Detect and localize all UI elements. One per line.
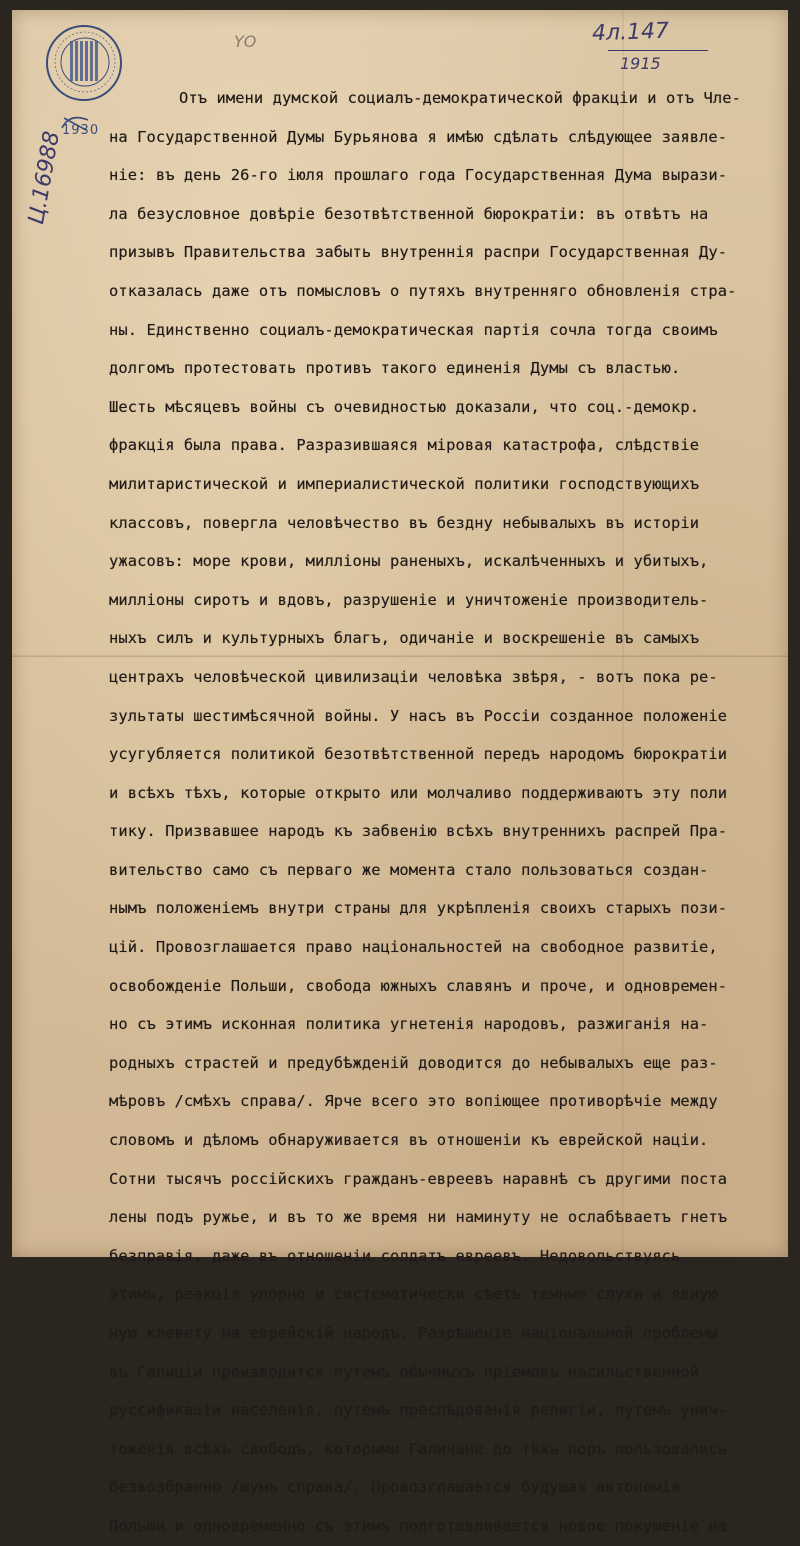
text-line: тоженія всѣхъ свободъ, которыми Галичане до тѣхъ поръ пользовались	[109, 1439, 728, 1458]
text-line: ны. Единственно социалъ-демократическая партія сочла тогда своимъ	[109, 320, 718, 339]
text-line: милліоны сиротъ и вдовъ, разрушеніе и уничтоженіе производитель-	[109, 590, 709, 609]
text-line: усугубляется политикой безотвѣтственной передъ народомъ бюрократіи	[109, 745, 728, 764]
stamp-building-icon	[70, 41, 100, 81]
text-line: Шесть мѣсяцевъ войны съ очевидностью доказали, что соц.-демокр.	[109, 397, 700, 416]
text-line: въ Галиціи производится путемъ обычныхъ пріемовъ насильственной	[109, 1362, 700, 1381]
archive-year: 1915	[620, 54, 661, 73]
text-line: но съ этимъ исконная политика угнетенія народовъ, разжиганія на-	[109, 1015, 709, 1034]
text-line: тику. Призвавшее народъ къ забвенію всѣхъ внутреннихъ распрей Пра-	[109, 822, 728, 841]
text-line: нымъ положеніемъ внутри страны для укрѣпленія своихъ старыхъ пози-	[109, 899, 728, 918]
text-line: фракція была права. Разразившаяся міровая катастрофа, слѣдствіе	[109, 436, 700, 455]
text-line: Отъ имени думской социалъ-демократической фракціи и отъ Чле-	[179, 89, 741, 107]
text-line: Польши и одновременно съ этимъ подготавливается новое покушеніе на	[109, 1516, 728, 1535]
text-line: руссификаціи населенія, путемъ преслѣдованія религіи, путемъ унич-	[109, 1401, 728, 1420]
text-line: зультаты шестимѣсячной войны. У насъ въ Россіи созданное положеніе	[109, 706, 728, 725]
pencil-mark: ΥΟ	[234, 32, 257, 51]
text-line: классовъ, повергла человѣчество въ бездну небывалыхъ въ исторіи	[109, 513, 700, 532]
text-line: лены подъ ружье, и въ то же время ни наминуту не ослабѣваетъ гнетъ	[109, 1208, 728, 1227]
text-line: призывъ Правительства забыть внутреннія распри Государственная Ду-	[109, 243, 728, 262]
inventory-number: Ц.16988	[24, 129, 65, 227]
archive-number: 4л.147	[591, 18, 670, 47]
text-line: ную клевету на еврейскій народъ. Разрѣшеніе національной проблемы	[109, 1324, 718, 1342]
document-sheet	[12, 10, 788, 1535]
text-line: этимъ, реакція упорно и систематически сѣетъ темные слухи и явную	[109, 1285, 718, 1304]
text-line: освобожденіе Польши, свобода южныхъ славянъ и проче, и одновремен-	[109, 976, 728, 995]
text-line: и всѣхъ тѣхъ, которые открыто или молчаливо поддерживаютъ эту поли	[109, 783, 728, 802]
text-line: ла безусловное довѣріе безотвѣтственной бюрократіи: въ отвѣтъ на	[109, 204, 709, 223]
text-line: словомъ и дѣломъ обнаруживается въ отношеніи къ еврейской націи.	[109, 1131, 709, 1150]
text-line: Сотни тысячъ россійскихъ гражданъ-евреевъ наравнѣ съ другими поста	[109, 1169, 728, 1188]
stamp-number: 1930	[62, 123, 100, 138]
text-line: родныхъ страстей и предубѣжденій доводится до небывалыхъ еще раз-	[109, 1053, 718, 1072]
text-line: цій. Провозглашается право національностей на свободное развитіе,	[109, 938, 718, 957]
text-line: центрахъ человѣческой цивилизаціи человѣка звѣря, - вотъ пока ре-	[109, 667, 718, 686]
text-line: ніе: въ день 26-го іюля прошлаго года Государственная Дума вырази-	[109, 166, 728, 185]
typed-text-body	[109, 79, 789, 1546]
text-line: отказалась даже отъ помысловъ о путяхъ внутренняго обновленія стра-	[109, 281, 737, 300]
text-line: ужасовъ: море крови, милліоны раненыхъ, искалѣченныхъ и убитыхъ,	[109, 552, 709, 571]
text-line: ныхъ силъ и культурныхъ благъ, одичаніе и воскрешеніе въ самыхъ	[109, 629, 700, 648]
text-line: на Государственной Думы Бурьянова я имѣю сдѣлать слѣдующее заявле-	[109, 127, 728, 146]
archive-underline	[608, 50, 708, 51]
text-line: милитаристической и империалистической политики господствующихъ	[109, 474, 700, 493]
text-line: безправія, даже въ отношеніи солдатъ евреевъ. Недовольствуясь	[109, 1246, 681, 1265]
text-line: мѣровъ /смѣхъ справа/. Ярче всего это вопіющее противорѣчіе между	[109, 1092, 718, 1111]
text-line: долгомъ протестовать противъ такого единенія Думы съ властью.	[109, 359, 681, 378]
text-line: вительство само съ перваго же момента стало пользоваться создан-	[109, 860, 709, 879]
text-line: безвозбранно /шумъ справа/. Провозглашается будущая автономія	[109, 1478, 681, 1497]
